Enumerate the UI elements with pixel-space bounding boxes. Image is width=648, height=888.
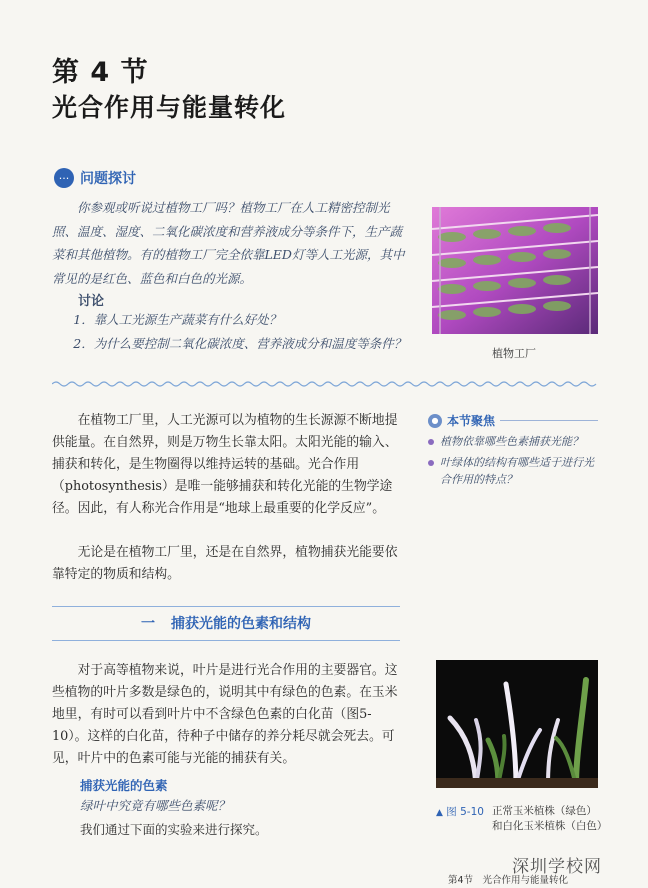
bullet-icon bbox=[428, 439, 434, 445]
plant-factory-illustration bbox=[432, 207, 598, 334]
subsection-title: 捕获光能的色素和结构 bbox=[171, 616, 311, 632]
discussion-label: 讨论 bbox=[78, 294, 105, 309]
watermark: 深圳学校网 bbox=[512, 857, 602, 877]
section-rule-top bbox=[52, 606, 400, 607]
problem-text: 你参观或听说过植物工厂吗？植物工厂在人工精密控制光照、温度、湿度、二氧化碳浓度和营养液成分等条件下，生产蔬菜和其他植物。有的植物工厂完全依靠LED灯等人工光源，其中常见的是红色、蓝色和白色的光源。 bbox=[52, 200, 405, 286]
problem-label: 问题探讨 bbox=[80, 171, 136, 187]
bullet-icon bbox=[428, 460, 434, 466]
focus-rule bbox=[500, 420, 598, 421]
figure-number bbox=[436, 804, 484, 834]
section-number: 第 4 节 bbox=[52, 57, 149, 88]
running-head: 第4节 光合作用与能量转化 bbox=[448, 875, 569, 886]
section-paragraph: 对于高等植物来说，叶片是进行光合作用的主要器官。这些植物的叶片多数是绿色的，说明其中有绿色的色素。在玉米地里，有时可以看到叶片中不含绿色色素的白化苗（图5-10）。这样的白化苗，待种子中储存的养分耗尽就会死去。可见，叶片中的色素可能与光能的捕获有关。 bbox=[52, 663, 398, 766]
section-title: 光合作用与能量转化 bbox=[52, 93, 287, 122]
discussion-item: 1．靠人工光源生产蔬菜有什么好处？ bbox=[73, 312, 282, 327]
pigment-heading: 捕获光能的色素 bbox=[80, 778, 168, 793]
plant-factory-caption: 植物工厂 bbox=[492, 347, 536, 360]
figure-5-10-caption bbox=[436, 804, 606, 834]
focus-item bbox=[428, 454, 598, 488]
plant-factory-photo bbox=[432, 207, 598, 334]
section-rule-bottom bbox=[52, 640, 400, 641]
discussion-list bbox=[52, 308, 412, 355]
intro-paragraph-1: 在植物工厂里，人工光源可以为植物的生长源源不断地提供能量。在自然界，则是万物生长靠太阳。太阳光能的输入、捕获和转化，是生物圈得以维持运转的基础。光合作用（photosynthesis）是唯一能够捕获和转化光能的生物学途径。因此，有人称光合作用是“地球上最重要的化学反应”。 bbox=[52, 413, 398, 516]
focus-item-text: 植物依靠哪些色素捕获光能？ bbox=[440, 435, 583, 448]
corn-seedlings-illustration bbox=[436, 660, 598, 788]
problem-header bbox=[54, 168, 136, 188]
discussion-item: 2．为什么要控制二氧化碳浓度、营养液成分和温度等条件？ bbox=[73, 335, 407, 351]
figure-number-text: 图 5-10 bbox=[446, 806, 484, 818]
focus-title: 本节聚焦 bbox=[447, 414, 496, 428]
figure-caption-text: 正常玉米植株（绿色）和白化玉米植株（白色） bbox=[491, 805, 608, 832]
intro-paragraph-2: 无论是在植物工厂里，还是在自然界，植物捕获光能要依靠特定的物质和结构。 bbox=[52, 545, 398, 582]
speech-bubble-icon: ··· bbox=[54, 168, 74, 188]
focus-item-text: 叶绿体的结构有哪些适于进行光合作用的特点？ bbox=[440, 456, 594, 486]
wavy-divider bbox=[52, 380, 598, 388]
focus-icon: ● bbox=[428, 414, 442, 428]
pigment-question: 绿叶中究竟有哪些色素呢？ bbox=[80, 798, 231, 813]
subsection-heading bbox=[52, 613, 400, 633]
subsection-number: 一 bbox=[141, 616, 155, 632]
triangle-icon: ▲ bbox=[436, 808, 443, 818]
section-focus-box bbox=[428, 412, 598, 488]
focus-item bbox=[428, 433, 598, 450]
corn-seedlings-photo bbox=[436, 660, 598, 788]
experiment-intro: 我们通过下面的实验来进行探究。 bbox=[80, 822, 268, 837]
